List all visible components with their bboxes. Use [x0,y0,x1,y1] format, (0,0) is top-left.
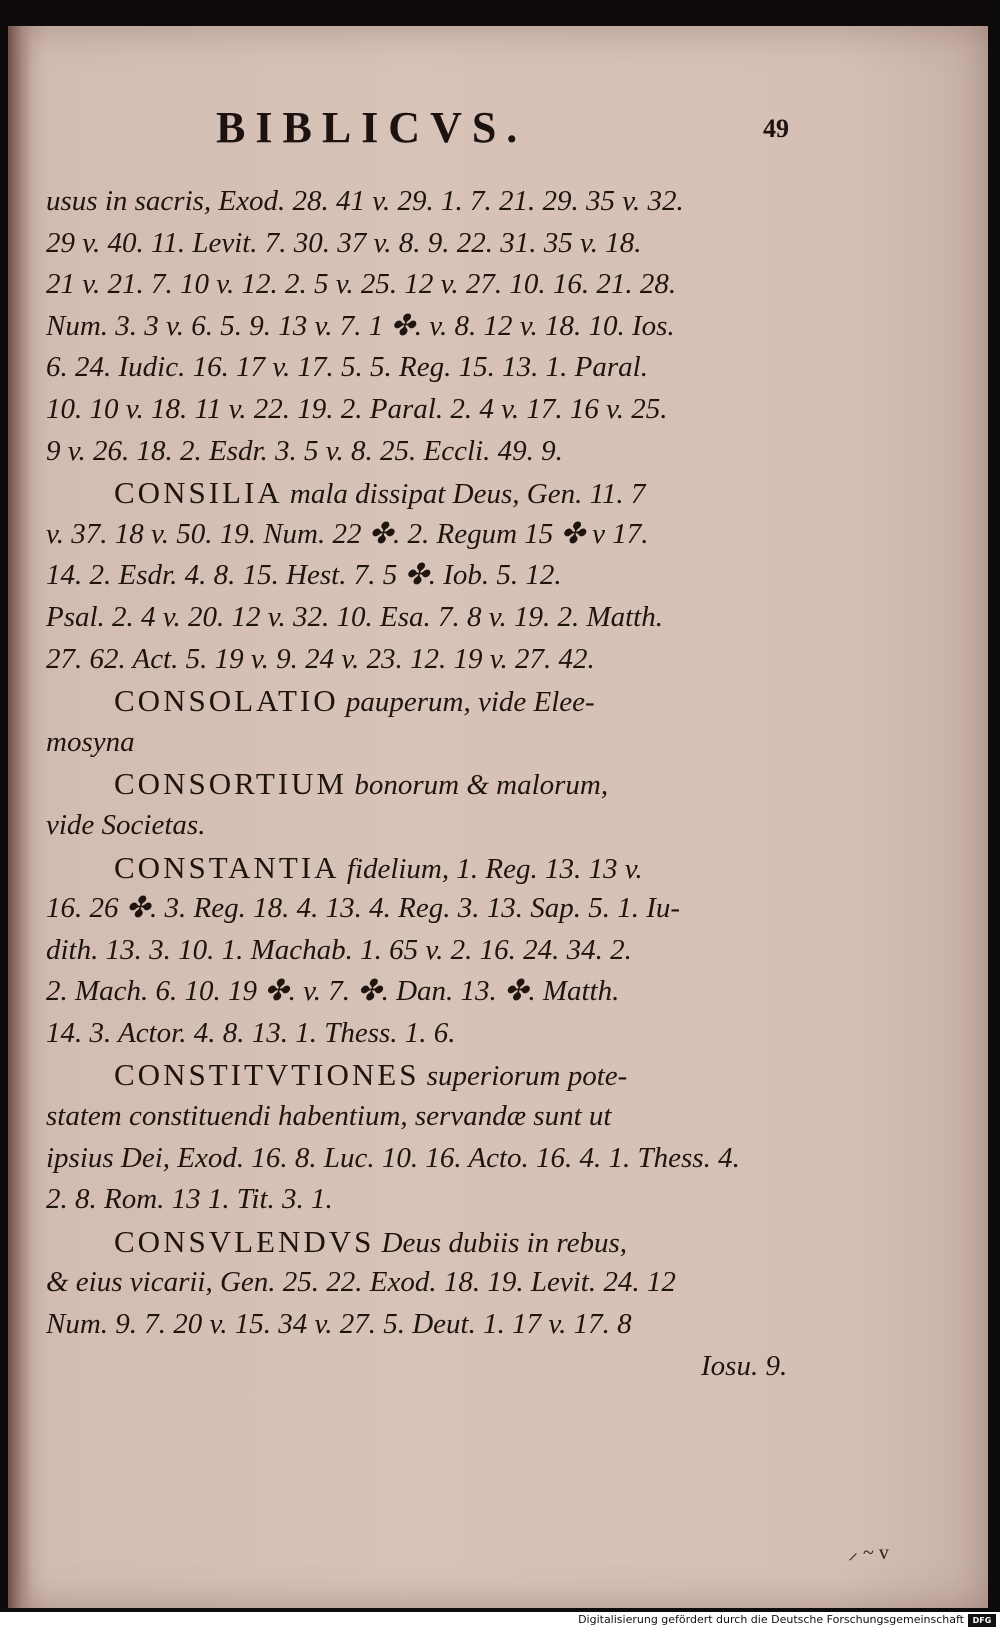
digitization-footer [0,1612,1000,1629]
text-line: & eius vicarii, Gen. 25. 22. Exod. 18. 19. Levit. 24. 12 [46,1266,676,1299]
text-line: 10. 10 v. 18. 11 v. 22. 19. 2. Paral. 2. 4 v. 17. 16 v. 25. [46,392,668,425]
entry-consolatio [46,680,951,722]
book-page [8,26,988,1608]
index-entries [46,181,951,1387]
text-line: 14. 2. Esdr. 4. 8. 15. Hest. 7. 5 ✤. Iob. 5. 12. [46,559,562,592]
margin-marks: ⸝ ~ v [848,1542,889,1564]
funding-credit: Digitalisierung gefördert durch die Deutsche Forschungsgemeinschaft [578,1613,964,1626]
dfg-logo: DFG [968,1614,996,1627]
entry-consulendus [46,1221,951,1263]
entry-keyword: CONSILIA [114,475,283,511]
text-line: mosyna [46,725,135,758]
text-line: 9 v. 26. 18. 2. Esdr. 3. 5 v. 8. 25. Eccli. 49. 9. [46,434,563,467]
running-head-title: BIBLICVS. [216,103,528,152]
text-line: 16. 26 ✤. 3. Reg. 18. 4. 13. 4. Reg. 3. 13. Sap. 5. 1. Iu- [46,892,681,925]
text-line: 27. 62. Act. 5. 19 v. 9. 24 v. 23. 12. 19 v. 27. 42. [46,642,595,675]
text-line: 2. 8. Rom. 13 1. Tit. 3. 1. [46,1183,333,1216]
text-line: vide Societas. [46,808,206,841]
entry-text: Deus dubiis in rebus, [374,1226,628,1259]
text-line: 2. Mach. 6. 10. 19 ✤. v. 7. ✤. Dan. 13. ✤. Matth. [46,975,620,1008]
text-line: Num. 3. 3 v. 6. 5. 9. 13 v. 7. 1 ✤. v. 8. 12 v. 18. 10. Ios. [46,309,675,342]
entry-text: pauperum, vide Elee- [338,686,595,719]
entry-consilia [46,472,951,514]
entry-text: mala dissipat Deus, Gen. 11. 7 [282,478,646,511]
text-line: 6. 24. Iudic. 16. 17 v. 17. 5. 5. Reg. 15. 13. 1. Paral. [46,351,648,384]
text-line: 29 v. 40. 11. Levit. 7. 30. 37 v. 8. 9. 22. 31. 35 v. 18. [46,226,642,259]
entry-consortium [46,763,951,805]
text-line: ipsius Dei, Exod. 16. 8. Luc. 10. 16. Acto. 16. 4. 1. Thess. 4. [46,1141,740,1174]
catchword: Iosu. 9. [701,1349,788,1382]
running-head [8,102,988,162]
entry-keyword: CONSTITVTIONES [114,1057,420,1093]
entry-keyword: CONSTANTIA [114,849,340,885]
text-line: dith. 13. 3. 10. 1. Machab. 1. 65 v. 2. 16. 24. 34. 2. [46,933,632,966]
entry-keyword: CONSOLATIO [114,683,339,719]
entry-constitutiones [46,1054,951,1096]
text-line: v. 37. 18 v. 50. 19. Num. 22 ✤. 2. Regum 15 ✤ v 17. [46,517,649,550]
text-line: 21 v. 21. 7. 10 v. 12. 2. 5 v. 25. 12 v. 27. 10. 16. 21. 28. [46,268,677,301]
entry-text: bonorum & malorum, [347,769,609,802]
text-line: 14. 3. Actor. 4. 8. 13. 1. Thess. 1. 6. [46,1016,456,1049]
entry-text: fidelium, 1. Reg. 13. 13 v. [339,852,643,885]
text-line: Num. 9. 7. 20 v. 15. 34 v. 27. 5. Deut. 1. 17 v. 17. 8 [46,1308,632,1341]
text-line: usus in sacris, Exod. 28. 41 v. 29. 1. 7. 21. 29. 35 v. 32. [46,185,684,217]
entry-keyword: CONSORTIUM [114,766,348,802]
entry-constantia [46,847,951,889]
page-number: 49 [763,114,789,143]
text-line: statem constituendi habentium, servandæ sunt ut [46,1100,612,1133]
entry-keyword: CONSVLENDVS [114,1223,375,1259]
entry-text: superiorum pote- [419,1060,628,1093]
text-line: Psal. 2. 4 v. 20. 12 v. 32. 10. Esa. 7. 8 v. 19. 2. Matth. [46,600,663,633]
